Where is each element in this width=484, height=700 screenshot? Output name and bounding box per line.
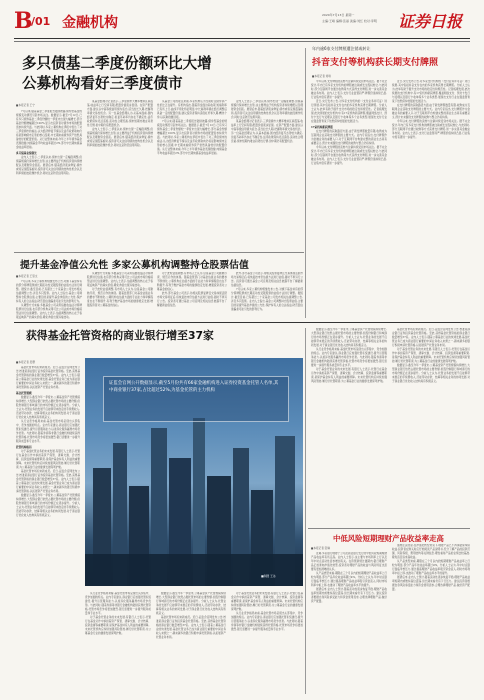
- article3-col3: 对于此轮估值调整,有市场人士认为,这是基金公司勤勉尽责、规范运作的体现。随着监管部门对基金估值业务的要求不断细化,公募机构在估值方面的专业能力和审慎程度也在不断提升,有利于维护基金市场的健康稳定发展,增强投资者对公募基金的信心。 此外,部分基金公司表示,待相关股票复牌且交易体现活跃市场交易特征后,将恢复按市价估值方法进行估值,届时不再另行公告。投资者可通过基金公司官网及相关信息披露平台了解最新估值信息。: [157, 272, 227, 307]
- article4-subhead2: 托管机构格局: [16, 446, 32, 449]
- article1-col3: 从基金公司的观点来看,多家机构认为当前时点债券资产性价比正在提升。有机构指出,随着资金面边际收紧,短端利率已有所上行,曲线平坦化特征明显,中长端利率债在经历调整后具备一定的配置价值,建议投资者保持适度杠杆和久期,精选个券,以获取稳健回报。 7月以来,随着基金二季度报告陆续披露,债券型基金的规模变动情况引起市场关注。数据显示,截至7月12日,已有多只债券基金二季度份额较一季度末出现大幅增长,部分基金份额增幅超过100%,显示出投资者对债券市场的配置需求持续升温。与此同时,多家公募机构在季报中表达了对三季度债市的看法,认为经济修复节奏以及货币政策取向仍将是影响债市走势的核心因素,中长期来看债券资产依然具备较好的配置价值。从行业整体来看,今年上半年债券基金表现稳健,纯债基金平均收益率超过2%,部分中长期纯债基金收益率居前。: [157, 100, 227, 155]
- page-number: /01: [31, 15, 51, 28]
- brand-logo: 证券日报: [398, 12, 463, 31]
- article5-col2: 值得注意的是,在净值化转型背景下,理财产品已不再承诺保本保收益,投资者在购买时应仔细阅读产品说明书,充分了解产品的投资范围、风险等级、费用结构等关键信息,理性看待产品的业绩比较基准,避免盲目追求高收益。 从产品类型来看,期限在三个月以内的短期理财产品收益率上行较为明显,部分产品年化收益率超过4%。分析人士认为,年中时点银行面临考核压力,通过提高理财产品收益率吸引资金流入,同时市场利率中枢上移,也推动了理财产品收益率水平的提升。 展望后市,业内人士预计,随着流动性逐步恢复平稳,理财产品收益率短期内或维持高位震荡,但长期来看仍有下行压力。建议投资者根据自身风险承受能力和资金使用需求,合理选择理财产品,做好资产配置。: [392, 544, 470, 591]
- article2-col2: 近日,央行发布公告,对多家支付机构的《支付业务许可证》进行续展,其中包括抖音支付在内的多家机构获得长期牌照。分析人士认为,此举有助于提升支付市场的稳定性和规范性。记者梳理发现,此次续展的支付机构中,有17家机构新获牌照,覆盖网络支付、预付卡发行与受理以及银行卡收单等多个业务类型,展现出支付行业在强监管背景下依然保持较强的发展活力。 在支付牌照的获取路径方面,由于新发牌照数量有限,收购成为互联网企业获取支付牌照的主要方式。业内专家指出,支付牌照作为金融业务的重要入口,对于互联网平台构建完整的商业生态具有重要意义,预计未来围绕支付牌照的收购与整合仍将持续。 今年以来,支付牌照的流转与注销持续受到市场关注。据不完全统计,年内已有多家支付机构的牌照被注销或发生股权转让,与此同时,部分互联网平台通过收购等方式获得支付牌照,进一步完善其金融业务布局。业内人士表示,支付行业监管趋严,牌照价值持续凸显,行业集中度有望进一步提升。: [392, 80, 470, 139]
- article1-title-line1: 多只债基二季度份额环比大增: [22, 55, 212, 72]
- article3-title: 提升基金净值公允性 多家公募机构调整持仓股票估值: [20, 260, 249, 271]
- article1-subhead: 多只债基业绩领先: [16, 152, 37, 155]
- article2-kicker: 年内逾6家支付牌照遭注销或转让: [312, 46, 371, 51]
- article3-top-rule: [14, 252, 304, 253]
- article2-byline: ■本报记者 刘琪: [312, 75, 331, 78]
- article3-col1: 7月以来,多家公募机构相继发布公告,对旗下基金持有的部分停牌股票或长期流动性受限股票的估值方法进行调整。据统计,截至目前,已有超过二十家基金公司发布相关估值调整公告,涉及多只股票。业内人士指出,基金公司调整持仓股票估值,主要目的是提升基金净值的公允性,保护持有人的合法权益,防范因估值偏差可能引发的套利行为。 从调整方式来看,多数基金公司采用指数收益法对停牌股票进行估值,也有部分机构采用可比公司法或市场价格模型法进行估值调整。业内人士表示,估值调整的核心在于客观反映资产的真实价值,避免净值出现异常波动。: [16, 280, 82, 319]
- article1-col1: 7月以来,随着基金二季度报告陆续披露,债券型基金的规模变动情况引起市场关注。数据显示,截至7月12日,已有多只债券基金二季度份额较一季度末出现大幅增长,部分基金份额增幅超过100%,显示出投资者对债券市场的配置需求持续升温。与此同时,多家公募机构在季报中表达了对三季度债市的看法,认为经济修复节奏以及货币政策取向仍将是影响债市走势的核心因素,中长期来看债券资产依然具备较好的配置价值。从行业整体来看,今年上半年债券基金表现稳健,纯债基金平均收益率超过2%,部分中长期纯债基金收益率居前。 多只债基业绩领先 业内人士表示,二季度以来,债市出现一定幅度调整,但债基规模仍保持增长态势,这主要得益于机构投资者持续增配以及理财资金回流。展望后市,随着经济逐步修复,债市或将呈现震荡格局,投资者可关注信用债的结构性机会以及利率债的波段操作机会,同时注意防范信用风险。: [16, 110, 82, 175]
- article4-col2: 从行业竞争格局来看,基金托管市场呈现出头部集中、竞争加剧的特点。业内专家建议,商业银行应加强托管系统建设,提升运营服务能力,以差异化服务赢得市场竞争优势。与此同时,随着券商等非银行金融机构陆续获得托管资格,托管市场竞争将更加激烈,银行需要进一步提升服务质量和专业水平。 对于基金托管业务的未来发展,有银行人士表示,托管行在基金运作中承担着资产保管、清算交割、会计核算、投资监督等重要职责,是保护基金持有人利益的重要屏障。未来托管机构应持续加强风险管控,履行好托管职责,为公募基金行业的健康发展保驾护航。: [85, 592, 151, 635]
- photo-credit: ■制图 王冰: [261, 574, 276, 578]
- article5-top-rule: [308, 528, 470, 529]
- article4-photo: [85, 358, 303, 586]
- page-letter: B: [14, 8, 33, 34]
- masthead-rule-thin: [14, 41, 470, 42]
- article4-col1: 基金托管市场迎来新成员。近日,证监会官网发布公告,核准某商业银行证券投资基金托管资格。至此,获得基金托管资格的商业银行数量增至37家。业内人士表示,随着公募基金行业的快速发展,基金托管业务已成为商业银行重要的中间业务收入来源之一,越来越多的银行积极申请托管资格,以拓展资产托管业务布局。 基金托管规模 数据显示,截至今年一季度末,公募基金资产托管规模持续增长,大型商业银行依然占据托管市场的主要份额,但股份制银行和城商行的市场份额正在逐步提升。分析人士认为,托管业务的发展不仅能够带来稳定的手续费收入,还能带动存款、结算等相关业务的协同发展,对于商业银行优化收入结构具有积极意义。 从行业竞争格局来看,基金托管市场呈现出头部集中、竞争加剧的特点。业内专家建议,商业银行应加强托管系统建设,提升运营服务能力,以差异化服务赢得市场竞争优势。与此同时,随着券商等非银行金融机构陆续获得托管资格,托管市场竞争将更加激烈,银行需要进一步提升服务质量和专业水平。 托管机构格局 对于基金托管业务的未来发展,有银行人士表示,托管行在基金运作中承担着资产保管、清算交割、会计核算、投资监督等重要职责,是保护基金持有人利益的重要屏障。未来托管机构应持续加强风险管控,履行好托管职责,为公募基金行业的健康发展保驾护航。 基金托管市场迎来新成员。近日,证监会官网发布公告,核准某商业银行证券投资基金托管资格。至此,获得基金托管资格的商业银行数量增至37家。业内人士表示,随着公募基金行业的快速发展,基金托管业务已成为商业银行重要的中间业务收入来源之一,越来越多的银行积极申请托管资格,以拓展资产托管业务布局。 数据显示,截至今年一季度末,公募基金资产托管规模持续增长,大型商业银行依然占据托管市场的主要份额,但股份制银行和城商行的市场份额正在逐步提升。分析人士认为,托管业务的发展不仅能够带来稳定的手续费收入,还能带动存款、结算等相关业务的协同发展,对于商业银行优化收入结构具有积极意义。: [16, 366, 80, 517]
- article4-right-col1: 数据显示,截至今年一季度末,公募基金资产托管规模持续增长,大型商业银行依然占据托管市场的主要份额,但股份制银行和城商行的市场份额正在逐步提升。分析人士认为,托管业务的发展不仅能够带来稳定的手续费收入,还能带动存款、结算等相关业务的协同发展,对于商业银行优化收入结构具有积极意义。 从行业竞争格局来看,基金托管市场呈现出头部集中、竞争加剧的特点。业内专家建议,商业银行应加强托管系统建设,提升运营服务能力,以差异化服务赢得市场竞争优势。与此同时,随着券商等非银行金融机构陆续获得托管资格,托管市场竞争将更加激烈,银行需要进一步提升服务质量和专业水平。 对于基金托管业务的未来发展,有银行人士表示,托管行在基金运作中承担着资产保管、清算交割、会计核算、投资监督等重要职责,是保护基金持有人利益的重要屏障。未来托管机构应持续加强风险管控,履行好托管职责,为公募基金行业的健康发展保驾护航。: [311, 328, 387, 383]
- article1-byline: ■本报记者 王宁: [16, 104, 35, 107]
- article4-title: 获得基金托管资格的商业银行增至37家: [26, 329, 214, 342]
- section-name: 金融机构: [62, 15, 118, 31]
- article3-col4: 此外,部分基金公司表示,待相关股票复牌且交易体现活跃市场交易特征后,将恢复按市价估值方法进行估值,届时不再另行公告。投资者可通过基金公司官网及相关信息披露平台了解最新估值信息。 7月以来,多家公募机构相继发布公告,对旗下基金持有的部分停牌股票或长期流动性受限股票的估值方法进行调整。据统计,截至目前,已有超过二十家基金公司发布相关估值调整公告,涉及多只股票。业内人士指出,基金公司调整持仓股票估值,主要目的是提升基金净值的公允性,保护持有人的合法权益,防范因估值偏差可能引发的套利行为。: [231, 272, 303, 311]
- article5-title: 中低风险短期理财产品收益率走高: [333, 534, 444, 543]
- article4-right-col2: 基金托管市场迎来新成员。近日,证监会官网发布公告,核准某商业银行证券投资基金托管资格。至此,获得基金托管资格的商业银行数量增至37家。业内人士表示,随着公募基金行业的快速发展,基金托管业务已成为商业银行重要的中间业务收入来源之一,越来越多的银行积极申请托管资格,以拓展资产托管业务布局。 对于基金托管业务的未来发展,有银行人士表示,托管行在基金运作中承担着资产保管、清算交割、会计核算、投资监督等重要职责,是保护基金持有人利益的重要屏障。未来托管机构应持续加强风险管控,履行好托管职责,为公募基金行业的健康发展保驾护航。 数据显示,截至今年一季度末,公募基金资产托管规模持续增长,大型商业银行依然占据托管市场的主要份额,但股份制银行和城商行的市场份额正在逐步提升。分析人士认为,托管业务的发展不仅能够带来稳定的手续费收入,还能带动存款、结算等相关业务的协同发展,对于商业银行优化收入结构具有积极意义。: [392, 328, 470, 383]
- article4-col4: 对于基金托管业务的未来发展,有银行人士表示,托管行在基金运作中承担着资产保管、清算交割、会计核算、投资监督等重要职责,是保护基金持有人利益的重要屏障。未来托管机构应持续加强风险管控,履行好托管职责,为公募基金行业的健康发展保驾护航。 从行业竞争格局来看,基金托管市场呈现出头部集中、竞争加剧的特点。业内专家建议,商业银行应加强托管系统建设,提升运营服务能力,以差异化服务赢得市场竞争优势。与此同时,随着券商等非银行金融机构陆续获得托管资格,托管市场竞争将更加激烈,银行需要进一步提升服务质量和专业水平。: [231, 592, 303, 631]
- article1-title-line2: 公募机构看好三季度债市: [22, 75, 183, 92]
- article5-byline: ■本报记者 张琳: [311, 547, 330, 550]
- masthead-rule: [14, 38, 470, 39]
- article4-byline: ■本报记者 吴珊: [16, 361, 35, 364]
- photo-caption: 证监会官网公开数据显示,截至5月份共有66家金融机构进入证券投资基金托管人名单,其中商业银行37家,占比超过52%,为基金托管的主力机构: [109, 381, 279, 393]
- article2-title: 抖音支付等机构获长期支付牌照: [312, 58, 439, 68]
- article2-col1: 今年以来,支付牌照的流转与注销持续受到市场关注。据不完全统计,年内已有多家支付机构的牌照被注销或发生股权转让,与此同时,部分互联网平台通过收购等方式获得支付牌照,进一步完善其金融业务布局。业内人士表示,支付行业监管趋严,牌照价值持续凸显,行业集中度有望进一步提升。 近日,央行发布公告,对多家支付机构的《支付业务许可证》进行续展,其中包括抖音支付在内的多家机构获得长期牌照。分析人士认为,此举有助于提升支付市场的稳定性和规范性。记者梳理发现,此次续展的支付机构中,有17家机构新获牌照,覆盖网络支付、预付卡发行与受理以及银行卡收单等多个业务类型,展现出支付行业在强监管背景下依然保持较强的发展活力。 17家机构新获牌照 在支付牌照的获取路径方面,由于新发牌照数量有限,收购成为互联网企业获取支付牌照的主要方式。业内专家指出,支付牌照作为金融业务的重要入口,对于互联网平台构建完整的商业生态具有重要意义,预计未来围绕支付牌照的收购与整合仍将持续。 今年以来,支付牌照的流转与注销持续受到市场关注。据不完全统计,年内已有多家支付机构的牌照被注销或发生股权转让,与此同时,部分互联网平台通过收购等方式获得支付牌照,进一步完善其金融业务布局。业内人士表示,支付行业监管趋严,牌照价值持续凸显,行业集中度有望进一步提升。: [311, 80, 387, 165]
- article5-col1: 近期,多家银行理财子公司及商业银行发行的中低风险短期理财产品收益率有所走高。业内人士表示,这主要与市场利率上行以及年中时点流动性需求增加有关。在资管新规过渡期内,银行理财产品正加速向净值化转型,投资者对理财产品的收益与风险特征也需要有更加清晰的认识。 从产品类型来看,期限在三个月以内的短期理财产品收益率上行较为明显,部分产品年化收益率超过4%。分析人士认为,年中时点银行面临考核压力,通过提高理财产品收益率吸引资金流入,同时市场利率中枢上移,也推动了理财产品收益率水平的提升。 展望后市,业内人士预计,随着流动性逐步恢复平稳,理财产品收益率短期内或维持高位震荡,但长期来看仍有下行压力。建议投资者根据自身风险承受能力和资金使用需求,合理选择理财产品,做好资产配置。: [311, 552, 387, 603]
- article2-subhead: 17家机构新获牌照: [311, 126, 333, 129]
- date-line: 2020年7月13日 星期一: [322, 13, 355, 17]
- column-divider-lower: [305, 328, 306, 694]
- article3-byline: ■本报记者 王思文: [16, 275, 38, 278]
- editor-line: 主编:王峰 编辑:张丽 美编:刘红 校对:李明: [322, 19, 377, 23]
- article4-top-rule: [14, 322, 470, 323]
- article1-col2: 某基金经理对记者表示,三季度债市大概率维持区间震荡,收益率上行空间有限,配置价值逐步显现。在资产配置方面,建议以中高等级信用债为底仓,适当拉长久期,把握利率债交易性机会。另一位基金经理认为,从基本面看,国内经济复苏态势较为确定,但复苏斜率仍存在不确定性,货币政策保持灵活适度,流动性合理充裕,债市短期内难言趋势性行情,但中期仍有配置机会。 业内人士表示,二季度以来,债市出现一定幅度调整,但债基规模仍保持增长态势,这主要得益于机构投资者持续增配以及理财资金回流。展望后市,随着经济逐步修复,债市或将呈现震荡格局,投资者可关注信用债的结构性机会以及利率债的波段操作机会,同时注意防范信用风险。: [87, 100, 153, 147]
- column-divider: [305, 48, 306, 318]
- article1-col4: 业内人士表示,二季度以来,债市出现一定幅度调整,但债基规模仍保持增长态势,这主要得益于机构投资者持续增配以及理财资金回流。展望后市,随着经济逐步修复,债市或将呈现震荡格局,投资者可关注信用债的结构性机会以及利率债的波段操作机会,同时注意防范信用风险。 某基金经理对记者表示,三季度债市大概率维持区间震荡,收益率上行空间有限,配置价值逐步显现。在资产配置方面,建议以中高等级信用债为底仓,适当拉长久期,把握利率债交易性机会。另一位基金经理认为,从基本面看,国内经济复苏态势较为确定,但复苏斜率仍存在不确定性,货币政策保持灵活适度,流动性合理充裕,债市短期内难言趋势性行情,但中期仍有配置机会。: [231, 100, 303, 143]
- article4-subhead1: 基金托管规模: [16, 392, 32, 395]
- article3-col2: 从调整方式来看,多数基金公司采用指数收益法对停牌股票进行估值,也有部分机构采用可比公司法或市场价格模型法进行估值调整。业内人士表示,估值调整的核心在于客观反映资产的真实价值,避免净值出现异常波动。 对于此轮估值调整,有市场人士认为,这是基金公司勤勉尽责、规范运作的体现。随着监管部门对基金估值业务的要求不断细化,公募机构在估值方面的专业能力和审慎程度也在不断提升,有利于维护基金市场的健康稳定发展,增强投资者对公募基金的信心。: [87, 272, 153, 307]
- article4-col3: 数据显示,截至今年一季度末,公募基金资产托管规模持续增长,大型商业银行依然占据托管市场的主要份额,但股份制银行和城商行的市场份额正在逐步提升。分析人士认为,托管业务的发展不仅能够带来稳定的手续费收入,还能带动存款、结算等相关业务的协同发展,对于商业银行优化收入结构具有积极意义。 基金托管市场迎来新成员。近日,证监会官网发布公告,核准某商业银行证券投资基金托管资格。至此,获得基金托管资格的商业银行数量增至37家。业内人士表示,随着公募基金行业的快速发展,基金托管业务已成为商业银行重要的中间业务收入来源之一,越来越多的银行积极申请托管资格,以拓展资产托管业务布局。: [156, 592, 226, 639]
